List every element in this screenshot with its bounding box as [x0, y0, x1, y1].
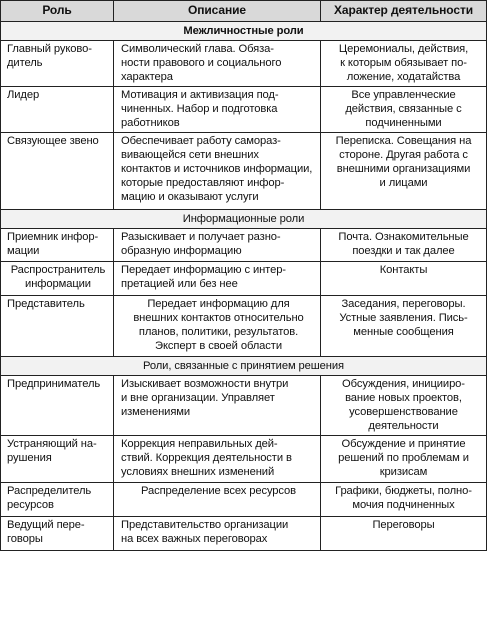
cell-line: Передает информацию для	[147, 298, 290, 310]
cell-line: Эксперт в своей области	[155, 340, 282, 352]
cell-line: ресурсов	[7, 499, 54, 511]
cell-line: характера	[121, 71, 173, 83]
cell-line: дитель	[7, 57, 43, 69]
section-title: Межличностные роли	[1, 22, 487, 41]
cell-line: внешних контактов относительно	[133, 312, 304, 324]
cell-line: менные сообщения	[353, 326, 454, 338]
cell-line: и вне организации. Управляет	[121, 392, 275, 404]
table-row	[1, 87, 487, 133]
description-cell	[114, 436, 321, 483]
activity-cell	[321, 483, 487, 517]
cell-line: Передает информацию с интер-	[121, 264, 286, 276]
description-cell	[114, 517, 321, 551]
cell-line: ложение, ходатайства	[346, 71, 461, 83]
role-cell	[1, 229, 114, 262]
cell-line: поездки и так далее	[352, 245, 455, 257]
cell-line: рушения	[7, 452, 52, 464]
cell-line: деятельности	[368, 420, 439, 432]
description-cell	[114, 133, 321, 210]
cell-line: Обеспечивает работу самораз-	[121, 135, 281, 147]
cell-line: Лидер	[7, 89, 40, 101]
section-row	[1, 357, 487, 376]
description-cell	[114, 87, 321, 133]
activity-cell	[321, 376, 487, 436]
cell-line: Переговоры	[372, 519, 435, 531]
description-cell	[114, 296, 321, 357]
table-row	[1, 133, 487, 210]
cell-line: вивающейся сети внешних	[121, 149, 259, 161]
cell-line: планов, политики, результатов.	[138, 326, 299, 338]
cell-line: Предприниматель	[7, 378, 101, 390]
cell-line: информации	[25, 278, 91, 290]
table-row	[1, 262, 487, 296]
table-row	[1, 436, 487, 483]
cell-line: Церемониалы, действия,	[338, 43, 469, 55]
cell-line: Устраняющий на-	[7, 438, 97, 450]
role-cell	[1, 296, 114, 357]
cell-line: на всех важных переговорах	[121, 533, 268, 545]
cell-line: Коррекция неправильных дей-	[121, 438, 278, 450]
role-cell	[1, 483, 114, 517]
header-activity: Характер деятельности	[321, 1, 487, 22]
cell-line: образную информацию	[121, 245, 242, 257]
cell-line: Обсуждение и принятие	[341, 438, 466, 450]
cell-line: Обсуждения, иницииро-	[342, 378, 465, 390]
header-row	[1, 1, 487, 22]
cell-line: Контакты	[379, 264, 428, 276]
cell-line: говоры	[7, 533, 43, 545]
cell-line: ности правового и социального	[121, 57, 282, 69]
cell-line: подчиненными	[365, 117, 442, 129]
cell-line: Распределение всех ресурсов	[140, 485, 297, 497]
activity-cell	[321, 517, 487, 551]
role-cell	[1, 87, 114, 133]
cell-line: условиях внешних изменений	[121, 466, 275, 478]
role-cell	[1, 436, 114, 483]
cell-line: Ведущий пере-	[7, 519, 85, 531]
role-cell	[1, 376, 114, 436]
activity-cell	[321, 133, 487, 210]
cell-line: контактов и источников информации,	[121, 163, 313, 175]
description-cell	[114, 41, 321, 87]
table-row	[1, 296, 487, 357]
cell-line: Представитель	[7, 298, 85, 310]
cell-line: Разыскивает и получает разно-	[121, 231, 281, 243]
cell-line: мации	[7, 245, 40, 257]
cell-line: внешними организациями	[336, 163, 471, 175]
table-row	[1, 376, 487, 436]
cell-line: усовершенствование	[349, 406, 458, 418]
table-body	[1, 22, 487, 551]
cell-line: Заседания, переговоры.	[341, 298, 466, 310]
role-cell	[1, 262, 114, 296]
cell-line: стороне. Другая работа с	[339, 149, 468, 161]
activity-cell	[321, 262, 487, 296]
section-title: Роли, связанные с принятием решения	[1, 357, 487, 376]
header-role: Роль	[1, 1, 114, 22]
activity-cell	[321, 229, 487, 262]
cell-line: ствий. Коррекция деятельности в	[121, 452, 292, 464]
activity-cell	[321, 41, 487, 87]
table-row	[1, 229, 487, 262]
cell-line: вание новых проектов,	[345, 392, 462, 404]
cell-line: и лицами	[379, 177, 428, 189]
cell-line: Символический глава. Обяза-	[121, 43, 274, 55]
cell-line: действия, связанные с	[345, 103, 462, 115]
role-cell	[1, 133, 114, 210]
cell-line: чиненных. Набор и подготовка	[121, 103, 278, 115]
header-description: Описание	[114, 1, 321, 22]
cell-line: Графики, бюджеты, полно-	[335, 485, 472, 497]
cell-line: Почта. Ознакомительные	[338, 231, 469, 243]
cell-line: мочия подчиненных	[352, 499, 455, 511]
cell-line: Устные заявления. Пись-	[339, 312, 468, 324]
section-row	[1, 210, 487, 229]
cell-line: претацией или без нее	[121, 278, 238, 290]
cell-line: Приемник инфор-	[7, 231, 99, 243]
cell-line: Переписка. Совещания на	[335, 135, 472, 147]
cell-line: Представительство организации	[121, 519, 289, 531]
cell-line: решений по проблемам и	[338, 452, 469, 464]
activity-cell	[321, 436, 487, 483]
section-title: Информационные роли	[1, 210, 487, 229]
activity-cell	[321, 87, 487, 133]
cell-line: Распространитель	[10, 264, 106, 276]
cell-line: Все управленческие	[351, 89, 456, 101]
cell-line: Главный руково-	[7, 43, 92, 55]
cell-line: Распределитель	[7, 485, 92, 497]
section-row	[1, 22, 487, 41]
activity-cell	[321, 296, 487, 357]
cell-line: Мотивация и активизация под-	[121, 89, 279, 101]
cell-line: изменениями	[121, 406, 191, 418]
table-row	[1, 483, 487, 517]
description-cell	[114, 229, 321, 262]
cell-line: мацию и оказывают услуги	[121, 191, 259, 203]
table-row	[1, 517, 487, 551]
cell-line: к которым обязывает по-	[340, 57, 467, 69]
cell-line: которые предоставляют инфор-	[121, 177, 285, 189]
cell-line: кризисам	[379, 466, 428, 478]
description-cell	[114, 376, 321, 436]
role-cell	[1, 41, 114, 87]
cell-line: работников	[121, 117, 180, 129]
table-row	[1, 41, 487, 87]
cell-line: Изыскивает возможности внутри	[121, 378, 289, 390]
description-cell	[114, 483, 321, 517]
description-cell	[114, 262, 321, 296]
role-cell	[1, 517, 114, 551]
cell-line: Связующее звено	[7, 135, 99, 147]
